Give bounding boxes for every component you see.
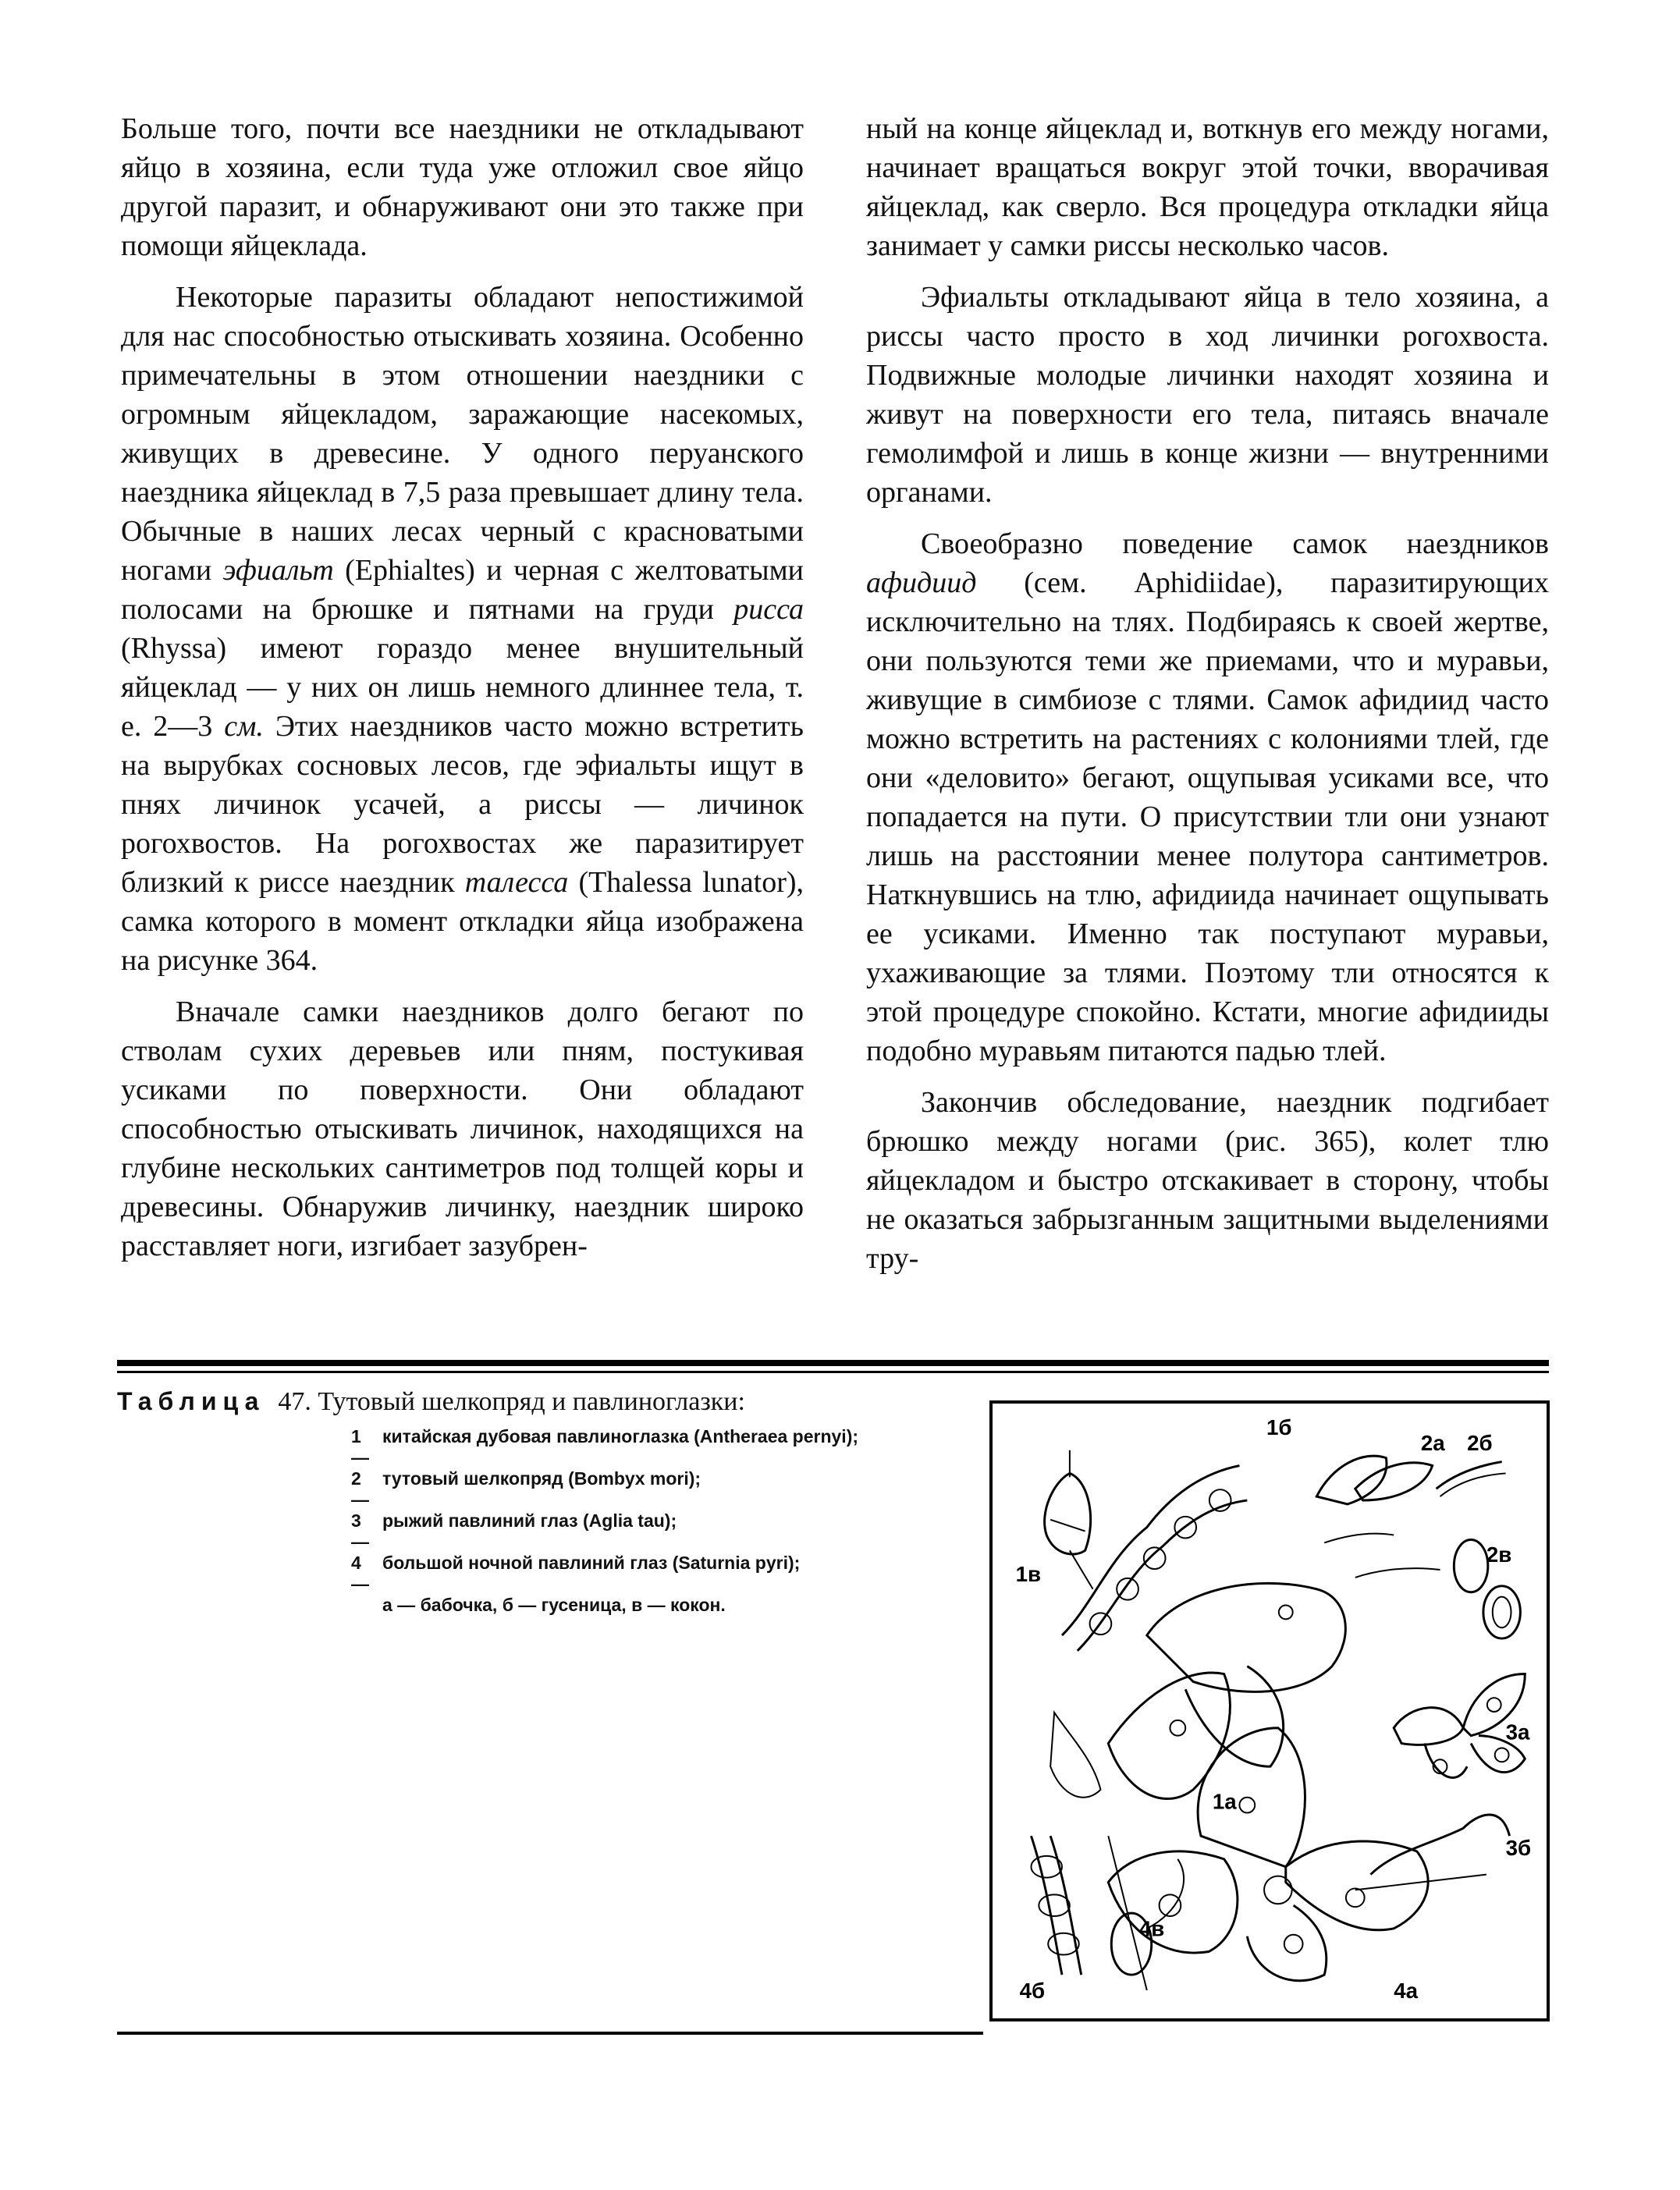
divider-thick (117, 1360, 1549, 1366)
paragraph: Больше того, почти все наездники не откладывают яйцо в хозяина, если туда уже отложил свое яйцо другой паразит, и обнаруживают они это также при помощи яйцеклада. (121, 112, 804, 262)
label-1b: 1б (1266, 1414, 1292, 1439)
paragraph: Некоторые паразиты обладают непостижимой для нас способностью отыскивать хозяина. Особенно примечательны в этом отношении наездники с огромным яйцекладом, заражающие насекомых, живущих в древесине. У одного перуанского наездника яйцеклад в 7,5 раза превышает длину тела. Обычные в наших лесах черный с красноватыми ногами эфиальт (Ephialtes) и черная с желтоватыми полосами на брюшке и пятнами на груди рисса (Rhyssa) имеют гораздо менее внушительный яйцеклад — у них он лишь немного длиннее тела, т. е. 2—3 см. Этих наездников часто можно встретить на вырубках сосновых лесов, где эфиальты ищут в пнях личинок усачей, а риссы — личинок рогохвостов. На рогохвостах же паразитирует близкий к риссе наездник талесса (Thalessa lunator), самка которого в момент откладки яйца изображена на рисунке 364. (121, 281, 804, 977)
paragraph: Эфиальты откладывают яйца в тело хозяина, а риссы часто просто в ход личинки рогохвоста. Подвижные молодые личинки находят хозяина и живут на поверхности его тела, питаясь вначале гемолимфой и лишь в конце жизни — внутренними органами. (866, 281, 1549, 509)
label-2v: 2в (1486, 1542, 1512, 1567)
list-item: 2 — тутовый шелкопряд (Bombyx mori); (351, 1468, 701, 1510)
label-3a: 3а (1505, 1720, 1530, 1745)
list-item: 3 — рыжий павлиний глаз (Aglia tau); (351, 1510, 677, 1552)
paragraph: ный на конце яйцеклад и, воткнув его между ногами, начинает вращаться вокруг этой точки, вворачивая яйцеклад, как сверло. Вся процедура откладки яйца занимает у самки риссы несколько часов. (866, 112, 1549, 262)
paragraph: Вначале самки наездников долго бегают по стволам сухих деревьев или пням, постукивая усиками по поверхности. Они обладают способностью отыскивать личинок, находящихся на глубине нескольких сантиметров под толщей коры и древесины. Обнаружив личинку, наездник широко расставляет ноги, изгибает зазубрен- (121, 996, 804, 1262)
caption-heading: Таблица 47. Тутовый шелкопряд и павлиноглазки: (117, 1387, 745, 1416)
label-4a: 4а (1394, 1978, 1418, 2003)
caterpillar-2b-drawing (1355, 1462, 1506, 1578)
cocoon-1v-drawing (1045, 1450, 1093, 1589)
label-3b: 3б (1505, 1835, 1532, 1860)
label-1a: 1а (1212, 1789, 1237, 1814)
caption-list (351, 1426, 913, 1595)
caterpillar-1b-drawing (1062, 1466, 1247, 1651)
label-4b: 4б (1019, 1978, 1046, 2003)
figure-caption (117, 1385, 968, 1616)
right-text-column (866, 109, 1549, 1290)
paragraph: Закончив обследование, наездник подгибает брюшко между ногами (рис. 365), колет тлю яйцекладом и быстро отскакивает в сторону, чтобы не оказаться забрызганным защитными выделениями тру- (866, 1086, 1549, 1275)
label-2b: 2б (1467, 1430, 1493, 1455)
caption-legend: а — бабочка, б — гусеница, в — кокон. (382, 1595, 726, 1615)
left-text-column (121, 109, 804, 1278)
moth-2a-drawing (1316, 1456, 1432, 1542)
caterpillar-3b-drawing (1355, 1815, 1510, 1890)
label-1v: 1в (1015, 1561, 1042, 1586)
label-2a: 2а (1420, 1430, 1445, 1455)
list-item: 1 — китайская дубовая павлиноглазка (Antheraea pernyi); (351, 1426, 859, 1468)
caterpillar-4b-drawing (1031, 1836, 1184, 1990)
moth-illustration (989, 1400, 1550, 2021)
label-4v: 4в (1138, 1916, 1165, 1941)
divider-thin (117, 1371, 1549, 1373)
list-item: 4 — большой ночной павлиний глаз (Saturnia pyri); (351, 1553, 801, 1594)
paragraph: Своеобразно поведение самок наездников афидиид (сем. Aphidiidae), паразитирующих исключительно на тлях. Подбираясь к своей жертве, они пользуются теми же приемами, что и муравьи, живущие в симбиозе с тлями. Самок афидиид часто можно встретить на растениях с колониями тлей, где они «деловито» бегают, ощупывая усиками все, что попадается на пути. О присутствии тли они узнают лишь на расстоянии менее полутора сантиметров. Наткнувшись на тлю, афидиида начинает ощупывать ее усиками. Именно так поступают муравьи, ухаживающие за тлями. Поэтому тли относятся к этой процедуре спокойно. Кстати, многие афидииды подобно муравьям питаются падью тлей. (866, 527, 1549, 1067)
divider-bottom (117, 2032, 983, 2035)
